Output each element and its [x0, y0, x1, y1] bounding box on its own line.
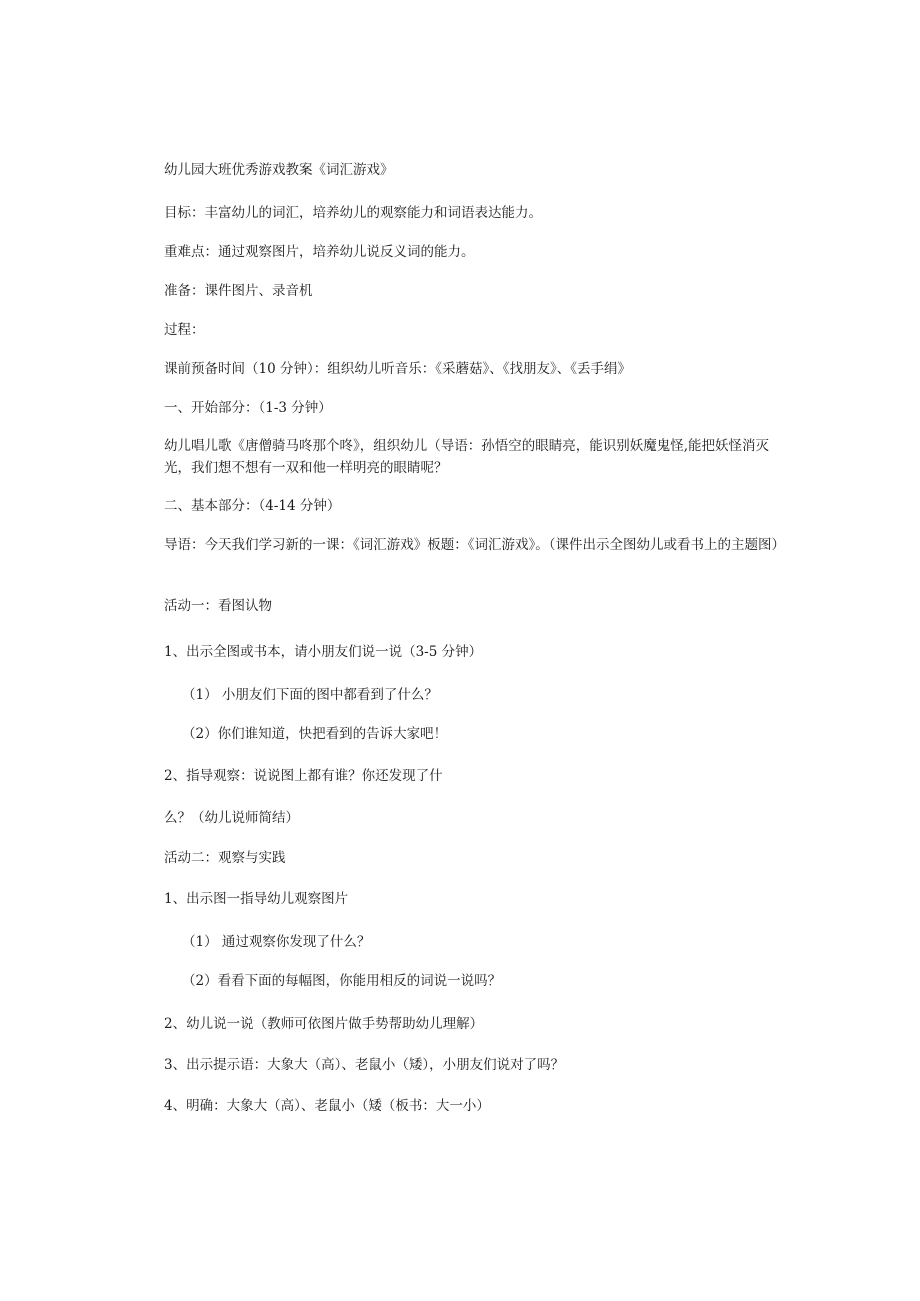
activity1-step2-line1: 2、指导观察：说说图上都有谁？你还发现了什	[164, 768, 443, 784]
part1-heading: 一、开始部分：（1-3 分钟）	[164, 400, 332, 416]
activity2-heading: 活动二：观察与实践	[164, 850, 286, 866]
activity1-heading: 活动一：看图认物	[164, 598, 272, 614]
activity2-question1: （1） 通过观察你发现了什么？	[182, 934, 371, 950]
activity1-step1: 1、出示全图或书本，请小朋友们说一说（3-5 分钟）	[164, 644, 483, 660]
document-title: 幼儿园大班优秀游戏教案《词汇游戏》	[164, 162, 394, 178]
activity2-step1: 1、出示图一指导幼儿观察图片	[164, 891, 349, 907]
activity1-step2-line2: 么？（幼儿说师简结）	[164, 810, 299, 826]
preparation-paragraph: 准备：课件图片、录音机	[164, 283, 313, 299]
pre-class-paragraph: 课前预备时间（10 分钟）：组织幼儿听音乐：《采蘑菇》、《找朋友》、《丢手绢》	[164, 361, 631, 377]
activity2-step4: 4、明确：大象大（高）、老鼠小（矮（板书：大一小）	[164, 1098, 490, 1114]
activity2-step2: 2、幼儿说一说（教师可依图片做手势帮助幼儿理解）	[164, 1016, 484, 1032]
key-points-paragraph: 重难点：通过观察图片，培养幼儿说反义词的能力。	[164, 244, 475, 260]
part2-heading: 二、基本部分：（4-14 分钟）	[164, 498, 341, 514]
activity1-question1: （1） 小朋友们下面的图中都看到了什么？	[182, 687, 438, 703]
activity2-step3: 3、出示提示语：大象大（高）、老鼠小（矮），小朋友们说对了吗？	[164, 1057, 565, 1073]
activity2-question2: （2）看看下面的每幅图，你能用相反的词说一说吗？	[182, 973, 502, 989]
activity1-question2: （2）你们谁知道，快把看到的告诉大家吧！	[182, 726, 448, 742]
part1-paragraph: 幼儿唱儿歌《唐僧骑马咚那个咚》，组织幼儿（导语：孙悟空的眼睛亮，能识别妖魔鬼怪,能把妖怪消灭光，我们想不想有一双和他一样明亮的眼睛呢？	[164, 438, 770, 476]
process-heading: 过程：	[164, 322, 205, 338]
goal-paragraph: 目标：丰富幼儿的词汇，培养幼儿的观察能力和词语表达能力。	[164, 205, 542, 221]
part2-intro-paragraph: 导语：今天我们学习新的一课：《词汇游戏》板题：《词汇游戏》。（课件出示全图幼儿或看书上的主题图）	[164, 537, 785, 553]
